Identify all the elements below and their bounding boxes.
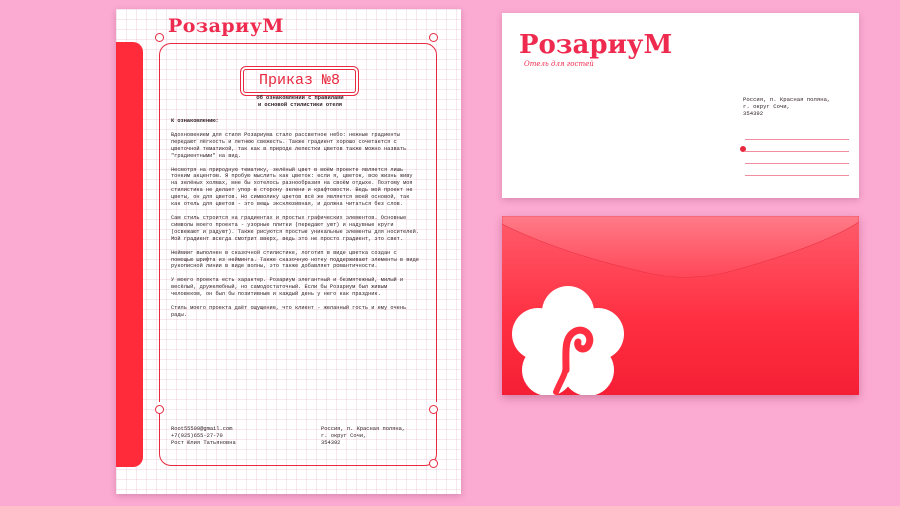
envelope-address-line — [745, 151, 849, 152]
flower-logo-icon — [508, 282, 628, 395]
frame-curl-icon — [429, 459, 438, 468]
body-paragraph: Сам стиль строится на градиентах и простых графических элементов. Основные символы моего проекта - узорные плитки (передают уют) и надувные круги (освежают и радуют). Также рисуются простые уникальные элементы для носителей. Мой градиент всегда смотрит вверх, ведь это не просто градиент, это свет. — [171, 214, 419, 242]
address-line: г. округ Сочи, — [743, 103, 790, 110]
logo-text: РозариуМ — [519, 30, 673, 60]
letterhead-sheet — [116, 9, 461, 494]
document-subtitle — [216, 95, 384, 109]
logo-text: РозариуМ — [168, 15, 284, 37]
address-line: Россия, п. Красная поляна, — [321, 426, 406, 432]
contact-name: Рост Юлия Татьяновна — [171, 440, 236, 446]
logo-tagline: Отель для гостей — [524, 60, 594, 68]
envelope-address-line — [745, 139, 849, 140]
body-paragraph: Стиль моего проекта даёт ощущение, что клиент - желанный гость и ему очень рады. — [171, 305, 407, 318]
body-paragraph: Неймииг выполнен в сказочной стилистике, логотип в виде цветка создан с помощью шрифта из нейминга. Также сказочную нотку поддерживают элементы в виде рукописной линии в виде волны, это также добавляет романтичности. — [171, 249, 419, 270]
frame-curl-icon — [155, 33, 164, 42]
subtitle-line: и основой стилистики отеля — [257, 102, 343, 108]
letterhead-logo — [168, 15, 284, 37]
document-body — [171, 118, 419, 326]
envelope-red — [502, 216, 859, 395]
body-paragraph: У моего проекта есть характер. Розариум элегантный и безмятежный, милый и весёлый, дружелюбный, но самодостаточный. Если бы Розариум был живым человеком, он был бы позитивным и каждый день у него как праздник. — [171, 277, 404, 298]
address-line: 354392 — [743, 110, 764, 117]
frame-curl-icon — [155, 405, 164, 414]
footer-address — [321, 426, 431, 447]
body-paragraph: Несмотря на природную тематику, зелёный цвет в моём проекте является лишь тонким акцентом. Я пробую мыслить как цветок: если я, цветок, всю жизнь живу на зелёных холмах, мне бы хотелось разнообразия на своём отдыхе. Поэтому моя стилистика не делает упор в сторону зелени и крафтовости. Ведь мой проект не цветы, он для цветов. Но символику цветов всё же является моей основой, так как отель для цветов - это вещь эксклюзивная, и должна читаться без слов. — [171, 166, 413, 208]
address-line: 354392 — [321, 440, 341, 446]
envelope-address-line — [745, 163, 849, 164]
address-line: Россия, п. Красная поляна, — [743, 96, 831, 103]
envelope-address — [743, 96, 853, 117]
contact-phone: +7(925)655-27-70 — [171, 433, 223, 439]
envelope-address-line — [745, 175, 849, 176]
footer-contact — [171, 426, 291, 447]
letterhead-side-bar — [116, 42, 143, 467]
greeting: К ознакомлению: — [171, 118, 219, 124]
envelope-logo — [519, 30, 672, 60]
frame-curl-icon — [429, 33, 438, 42]
document-title: Приказ №8 — [258, 72, 340, 89]
subtitle-line: Об ознакомлении с правилами — [256, 95, 344, 101]
address-line: г. округ Сочи, — [321, 433, 367, 439]
body-paragraph: Вдохновением для стиля Розариума стало рассветное небо: нежные градиенты передают лёгкость и летнюю свежесть. Также градиент хорошо сочетается с цветочной тематикой, так как в природе лепестки цветов также можно назвать "градиентными" на вид. — [171, 131, 407, 159]
frame-curl-icon — [429, 405, 438, 414]
envelope-white — [502, 13, 859, 198]
title-box — [243, 69, 356, 93]
contact-email: Root55509@gmail.com — [171, 426, 233, 432]
